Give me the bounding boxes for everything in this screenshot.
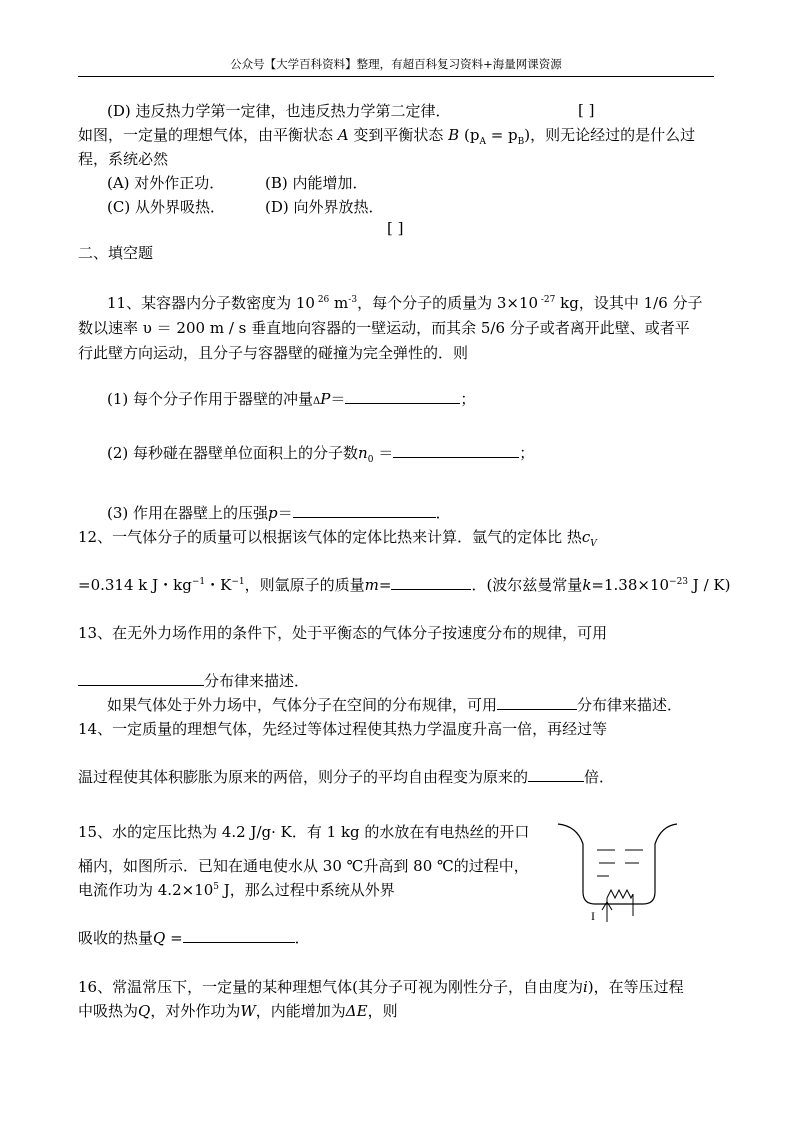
text: 16、常温常压下，一定量的某种理想气体(其分子可视为刚性分子，自由度为 [78, 978, 583, 996]
sub: V [590, 539, 597, 549]
sup: −1 [231, 577, 245, 587]
text: 电流作功为 4.2×10 [78, 881, 214, 899]
q15-line4 [78, 928, 310, 948]
text: (p [463, 126, 480, 144]
var-delta-e: ΔE [345, 1002, 368, 1020]
answer-blank-pressure[interactable] [293, 503, 436, 518]
text: 温过程使其体积膨胀为原来的两倍，则分子的平均自由程变为原来的 [78, 768, 529, 786]
heating-wire [607, 890, 633, 898]
text: 12、一气体分子的质量可以根据该气体的定体比热来计算．氩气的定体比 热 [78, 528, 582, 546]
var-p: P [320, 390, 331, 408]
var-i: i [582, 978, 588, 996]
q11-sub2 [107, 443, 534, 463]
state-b: B [448, 126, 460, 144]
text: 如果气体处于外力场中，气体分子在空间的分布规律，可用 [107, 696, 498, 714]
text: J，那么过程中系统从外界 [219, 881, 395, 899]
q11-sub3 [107, 503, 451, 523]
var-q: Q [138, 1002, 151, 1020]
bucket-figure [555, 818, 680, 928]
answer-blank-free-path[interactable] [528, 767, 584, 782]
delta: Δ [313, 396, 321, 407]
text: J / K) [688, 576, 731, 594]
answer-blank-velocity-distribution[interactable] [78, 671, 204, 686]
q10-option-a: (A) 对外作正功． [107, 174, 225, 192]
text: ，对外作功为 [150, 1002, 241, 1020]
text: ．(波尔兹曼常量 [471, 576, 583, 594]
q11-line3: 行此壁方向运动，且分子与容器壁的碰撞为完全弹性的．则 [78, 344, 469, 362]
text: = p [485, 126, 518, 144]
text: 吸收的热量 [78, 929, 154, 947]
text: ＝ [277, 504, 293, 522]
text: ，内能增加为 [255, 1002, 346, 1020]
answer-bracket-2: [ ] [387, 219, 404, 237]
text: ． [294, 929, 310, 947]
answer-blank-mass[interactable] [391, 575, 471, 590]
text: ・K [205, 576, 232, 594]
sup: −1 [191, 577, 206, 587]
text: =0.314 k J・kg [78, 576, 192, 594]
text: (3) 作用在器壁上的压强 [107, 504, 269, 522]
q14-line2 [78, 767, 614, 787]
q13-line3 [107, 695, 682, 715]
answer-blank-count[interactable] [393, 443, 519, 458]
text: ； [519, 444, 535, 462]
text: )，则无论经过的是什么过 [524, 126, 696, 144]
sub: B [517, 137, 525, 147]
text: 分布律来描述． [577, 696, 683, 714]
var-w: W [240, 1002, 256, 1020]
sub: A [479, 137, 486, 147]
text: ，则氩原子的质量 [244, 576, 365, 594]
sup: 5 [213, 882, 220, 892]
q15-line1: 15、水的定压比热为 4.2 J/g· K．有 1 kg 的水放在有电热丝的开口 [78, 823, 530, 841]
text: kg，设其中 1/6 分子 [555, 294, 703, 312]
text: 分布律来描述． [204, 672, 310, 690]
text: ＝ [330, 390, 346, 408]
page-header: 公众号【大学百科资料】整理，有超百科复习资料+海量网课资源 [78, 56, 714, 77]
text: 变到平衡状态 [348, 126, 449, 144]
answer-blank-heat[interactable] [183, 928, 295, 943]
text: 如图，一定量的理想气体，由平衡状态 [78, 126, 338, 144]
sub: 0 [367, 455, 374, 465]
current-label: I [591, 909, 595, 923]
sup: 26 [314, 295, 330, 305]
text: (2) 每秒碰在器壁单位面积上的分子数 [107, 444, 359, 462]
var-m: m [364, 576, 379, 594]
answer-blank-spatial-distribution[interactable] [497, 695, 577, 710]
state-a: A [337, 126, 349, 144]
q12-line2 [78, 575, 730, 595]
var-k: k [582, 576, 592, 594]
text: ； [460, 390, 476, 408]
q15-line2: 桶内，如图所示．已知在通电使水从 30 ℃升高到 80 ℃的过程中， [78, 857, 529, 875]
text: ，则 [367, 1002, 398, 1020]
text: = [165, 929, 183, 947]
text: =1.38×10 [591, 576, 670, 594]
q16-line1 [78, 977, 684, 997]
var-c: c [581, 528, 591, 546]
q16-line2 [78, 1001, 398, 1021]
q11-line2: 数以速率 υ ＝ 200 m / s 垂直地向容器的一壁运动，而其余 5/6 分子或者离开此壁、或者平 [78, 319, 690, 337]
q12-line1 [78, 527, 597, 547]
q10-option-c: (C) 从外界吸热． [107, 198, 225, 216]
text: )，在等压过程 [587, 978, 684, 996]
var-p: p [268, 504, 278, 522]
text: ． [435, 504, 451, 522]
section-title: 二、填空题 [78, 244, 154, 262]
answer-bracket-1: [ ] [578, 101, 595, 119]
q10-option-d2: (D) 向外界放热． [265, 198, 384, 216]
text: (1) 每个分子作用于器壁的冲量 [107, 390, 314, 408]
q13-line2 [78, 671, 309, 691]
q11-sub1 [107, 389, 475, 412]
q13-line1: 13、在无外力场作用的条件下，处于平衡态的气体分子按速度分布的规律，可用 [78, 624, 608, 642]
answer-blank-impulse[interactable] [345, 389, 460, 404]
text: 11、某容器内分子数密度为 10 [107, 294, 315, 312]
var-n: n [358, 444, 368, 462]
text: ＝ [373, 444, 394, 462]
option-d-text: (D) 违反热力学第一定律，也违反热力学第二定律． [107, 102, 451, 120]
var-q: Q [153, 929, 166, 947]
text: m [329, 294, 349, 312]
sup: −23 [669, 577, 689, 587]
text: 倍． [584, 768, 615, 786]
sup: -27 [538, 295, 556, 305]
q10-option-b: (B) 内能增加． [265, 174, 368, 192]
q10-stem-line2: 程，系统必然 [78, 150, 169, 168]
q14-line1: 14、一定质量的理想气体，先经过等体过程使其热力学温度升高一倍，再经过等 [78, 720, 608, 738]
text: = [378, 576, 392, 594]
text: 中吸热为 [78, 1002, 139, 1020]
q11-line1 [107, 293, 703, 313]
sup: -3 [348, 295, 358, 305]
q15-line3 [78, 880, 395, 900]
q10-option-d [107, 101, 451, 121]
q10-stem-line1 [78, 125, 695, 145]
text: ，每个分子的质量为 3×10 [357, 294, 539, 312]
